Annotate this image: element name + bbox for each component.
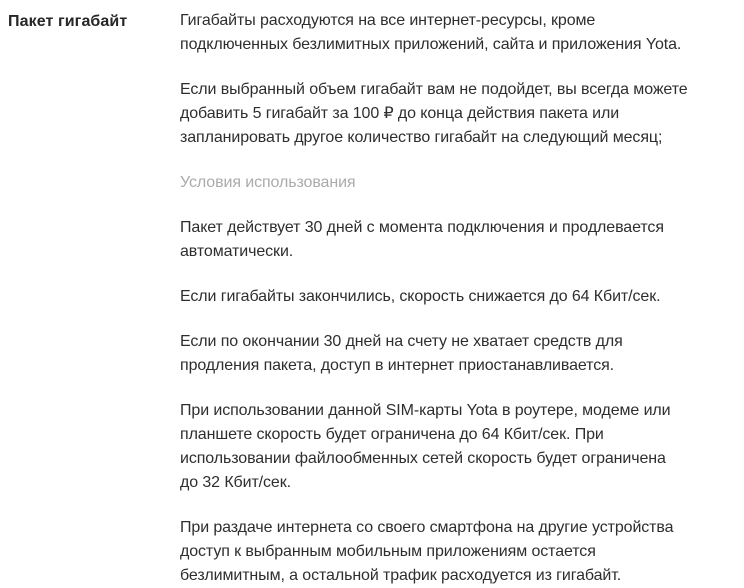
section-label-column [0,0,180,33]
intro-paragraph-add-gigabytes: Если выбранный объем гигабайт вам не подойдет, вы всегда можете добавить 5 гигабайт за 100 ₽ до конца действия пакета или запланировать другое количество гигабайт на следующий месяц; [180,81,688,146]
term-paragraph-speed-after-limit: Если гигабайты закончились, скорость снижается до 64 Кбит/сек. [180,288,661,305]
intro-paragraph-traffic-usage: Гигабайты расходуются на все интернет-ресурсы, кроме подключенных безлимитных приложений, сайта и приложения Yota. [180,12,682,53]
term-paragraph-insufficient-funds: Если по окончании 30 дней на счету не хватает средств для продления пакета, доступ в интернет приостанавливается. [180,333,623,374]
section-title: Пакет гигабайт [8,13,128,30]
section-content-column [180,0,688,588]
term-paragraph-sim-in-router: При использовании данной SIM-карты Yota в роутере, модеме или планшете скорость будет ограничена до 64 Кбит/сек. При использовании файлообменных сетей скорость будет ограничена до 32 Кбит/сек. [180,402,671,491]
term-paragraph-tethering: При раздаче интернета со своего смартфона на другие устройства доступ к выбранным мобильным приложениям остается безлимитным, а остальной трафик расходуется из гигабайт. [180,519,674,584]
term-paragraph-package-duration: Пакет действует 30 дней с момента подключения и продлевается автоматически. [180,219,664,260]
subheading-usage-terms: Условия использования [180,174,356,191]
